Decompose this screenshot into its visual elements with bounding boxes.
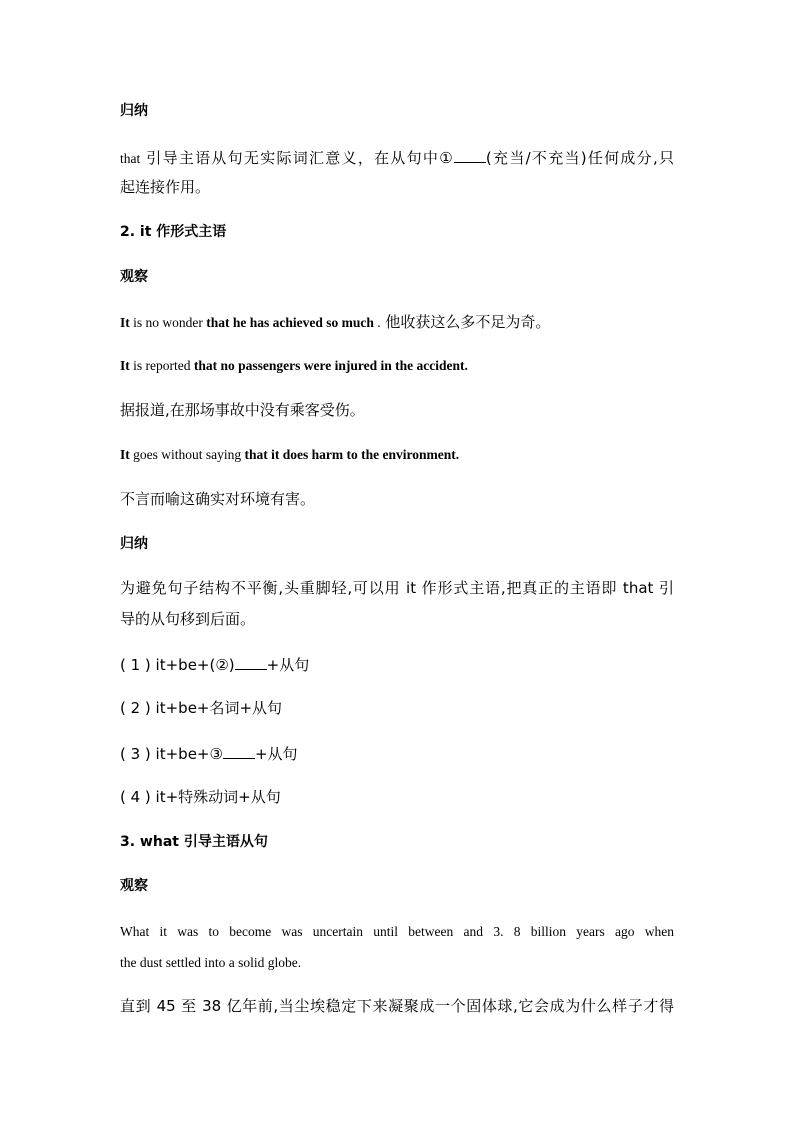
section1-summary-line2: 起连接作用。 — [120, 178, 211, 196]
example3-sentence — [120, 445, 459, 465]
pattern-3 — [120, 743, 298, 764]
example2-translation: 据报道,在那场事故中没有乘客受伤。 — [120, 401, 365, 419]
example1-it: It — [120, 315, 130, 330]
example2-clause: that no passengers were injured in the accident. — [193, 358, 468, 373]
pattern-1-text: ( 1 ) it+be+(②) — [120, 656, 235, 674]
example4-line1: What it was to become was uncertain until between and 3. 8 billion years ago when — [120, 924, 674, 939]
fill-blank-1[interactable] — [454, 147, 486, 163]
example4-translation: 直到 45 至 38 亿年前,当尘埃稳定下来凝聚成一个固体球,它会成为什么样子才得 — [120, 997, 674, 1015]
section3-observe-heading: 观察 — [120, 878, 148, 894]
example1-sentence — [120, 312, 550, 333]
pattern-2: ( 2 ) it+be+名词+从句 — [120, 699, 283, 717]
example2-it: It — [120, 358, 130, 373]
example3-it: It — [120, 447, 130, 462]
example1-clause: that he has achieved so much — [206, 315, 374, 330]
section2-title: 2. it 作形式主语 — [120, 224, 227, 240]
pattern-1 — [120, 654, 309, 675]
section3-title: 3. what 引导主语从句 — [120, 834, 268, 850]
section1-summary-line1 — [120, 147, 674, 169]
example4-line2: the dust settled into a solid globe. — [120, 955, 302, 970]
section2-observe-heading: 观察 — [120, 269, 148, 285]
pattern-1-suffix: +从句 — [266, 656, 310, 674]
pattern-3-suffix: +从句 — [254, 745, 298, 763]
section1-summary-heading: 归纳 — [120, 103, 148, 119]
example1-translation: 他收获这么多不足为奇。 — [380, 313, 551, 331]
example1-predicate: is no wonder — [129, 315, 207, 330]
example3-predicate: goes without saying — [129, 447, 245, 462]
example1-period: . — [373, 315, 381, 330]
fill-blank-3[interactable] — [223, 743, 255, 759]
summary-text-a: 引导主语从句无实际词汇意义，在从句中① — [146, 149, 454, 167]
fill-blank-2[interactable] — [235, 654, 267, 670]
section2-summary-heading: 归纳 — [120, 536, 148, 552]
pattern-3-text: ( 3 ) it+be+③ — [120, 745, 223, 763]
example2-predicate: is reported — [129, 358, 194, 373]
example2-sentence — [120, 356, 468, 376]
pattern-4: ( 4 ) it+特殊动词+从句 — [120, 788, 281, 806]
example3-translation: 不言而喻这确实对环境有害。 — [120, 490, 316, 508]
section2-summary-line1: 为避免句子结构不平衡,头重脚轻,可以用 it 作形式主语,把真正的主语即 that 引 — [120, 579, 674, 597]
that-word: that — [120, 151, 141, 166]
summary-text-b: (充当/不充当)任何成分,只 — [485, 149, 674, 167]
section2-summary-line2: 导的从句移到后面。 — [120, 610, 256, 628]
example3-clause: that it does harm to the environment. — [244, 447, 460, 462]
